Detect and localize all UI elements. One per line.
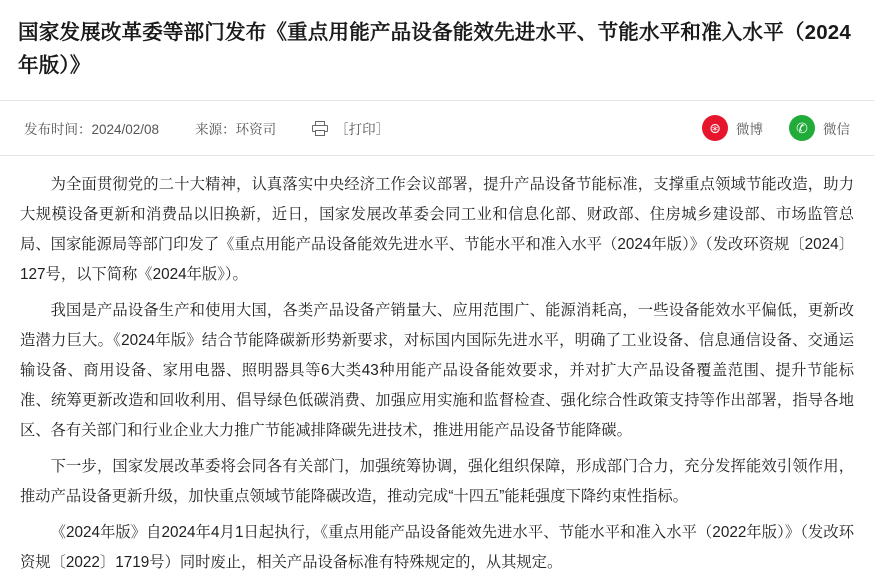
page-title: 国家发展改革委等部门发布《重点用能产品设备能效先进水平、节能水平和准入水平（2024年版）》 [18,21,852,77]
meta-bar [0,101,874,155]
share-wechat-label: 微信 [823,122,850,137]
publish-time-value: 2024/02/08 [91,122,160,137]
weibo-icon: ⊛ [702,115,728,141]
print-button[interactable] [312,118,389,138]
printer-icon [312,121,328,136]
paragraph: 《2024年版》自2024年4月1日起执行，《重点用能产品设备能效先进水平、节能水平和准入水平（2022年版）》（发改环资规〔2022〕1719号）同时废止，相关产品设备标准有特殊规定的，从其规定。 [20,524,854,571]
paragraph: 我国是产品设备生产和使用大国，各类产品设备产销量大、应用范围广、能源消耗高，一些设备能效水平偏低，更新改造潜力巨大。《2024年版》结合节能降碳新形势新要求，对标国内国际先进水平，明确了工业设备、信息通信设备、交通运输设备、商用设备、家用电器、照明器具等6大类43种用能产品设备能效要求，并对扩大产品设备覆盖范围、提升节能标准、统筹更新改造和回收利用、倡导绿色低碳消费、加强应用实施和监督检查、强化综合性政策支持等作出部署，指导各地区、各有关部门和行业企业大力推广节能减排降碳先进技术，推进用能产品设备节能降碳。 [20,302,854,439]
print-label: ［打印］ [335,122,390,137]
title-block [0,0,874,101]
share-wechat[interactable] [789,115,850,141]
source [195,118,276,138]
share-weibo-label: 微博 [736,122,763,137]
publish-time [24,118,159,138]
publish-time-label: 发布时间： [24,122,92,137]
paragraph: 为全面贯彻党的二十大精神，认真落实中央经济工作会议部署，提升产品设备节能标准，支撑重点领域节能改造，助力大规模设备更新和消费品以旧换新，近日，国家发展改革委会同工业和信息化部、财政部、住房城乡建设部、市场监管总局、国家能源局等部门印发了《重点用能产品设备能效先进水平、节能水平和准入水平（2024年版）》（发改环资规〔2024〕127号，以下简称《2024年版》）。 [20,176,854,283]
paragraph: 下一步，国家发展改革委将会同各有关部门，加强统筹协调，强化组织保障，形成部门合力，充分发挥能效引领作用，推动产品设备更新升级，加快重点领域节能降碳改造，推动完成“十四五”能耗强度下降约束性指标。 [20,458,854,505]
share-group [702,101,850,155]
source-label: 来源： [195,122,236,137]
wechat-icon: ✆ [789,115,815,141]
source-value: 环资司 [235,122,277,137]
share-weibo[interactable] [702,115,763,141]
article-body [0,156,874,578]
